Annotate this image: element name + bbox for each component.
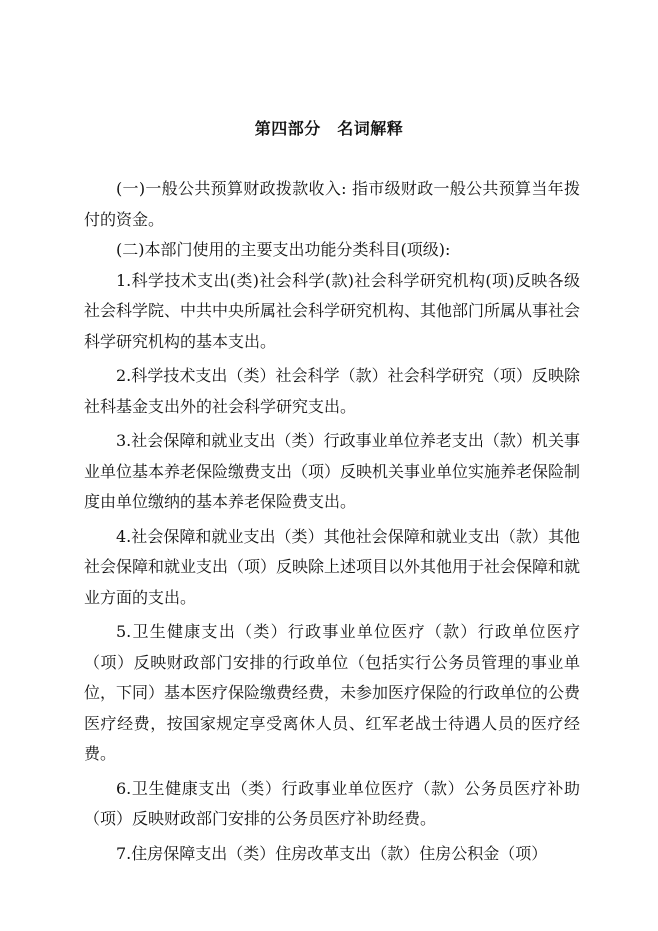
paragraph-item-3: 3.社会保障和就业支出（类）行政事业单位养老支出（款）机关事业单位基本养老保险缴费支出（项）反映机关事业单位实施养老保险制度由单位缴纳的基本养老保险费支出。 xyxy=(84,431,581,511)
paragraph-budget-revenue: (一)一般公共预算财政拨款收入: 指市级财政一般公共预算当年拨付的资金。 xyxy=(84,179,580,229)
section-title: 第四部分 名词解释 xyxy=(254,119,404,138)
paragraph-item-4: 4.社会保障和就业支出（类）其他社会保障和就业支出（款）其他社会保障和就业支出（项）反映除上述项目以外其他用于社会保障和就业方面的支出。 xyxy=(84,526,581,607)
paragraph-expenditure-heading: (二)本部门使用的主要支出功能分类科目(项级): xyxy=(116,240,451,259)
paragraph-item-1: 1.科学技术支出(类)社会科学(款)社会科学研究机构(项)反映各级社会科学院、中共中央所属社会科学研究机构、其他部门所属从事社会科学研究机构的基本支出。 xyxy=(84,270,581,351)
paragraph-item-2: 2.科学技术支出（类）社会科学（款）社会科学研究（项）反映除社科基金支出外的社会科学研究支出。 xyxy=(84,366,580,416)
paragraph-item-7: 7.住房保障支出（类）住房改革支出（款）住房公积金（项） xyxy=(116,843,548,863)
document-body xyxy=(84,174,580,869)
paragraph-item-6: 6.卫生健康支出（类）行政事业单位医疗（款）公务员医疗补助（项）反映财政部门安排的公务员医疗补助经费。 xyxy=(84,778,580,828)
paragraph-item-5: 5.卫生健康支出（类）行政事业单位医疗（款）行政单位医疗（项）反映财政部门安排的行政单位（包括实行公务员管理的事业单位，下同）基本医疗保险缴费经费，未参加医疗保险的行政单位的公费医疗经费，按国家规定享受离休人员、红军老战士待遇人员的医疗经费。 xyxy=(84,622,581,763)
